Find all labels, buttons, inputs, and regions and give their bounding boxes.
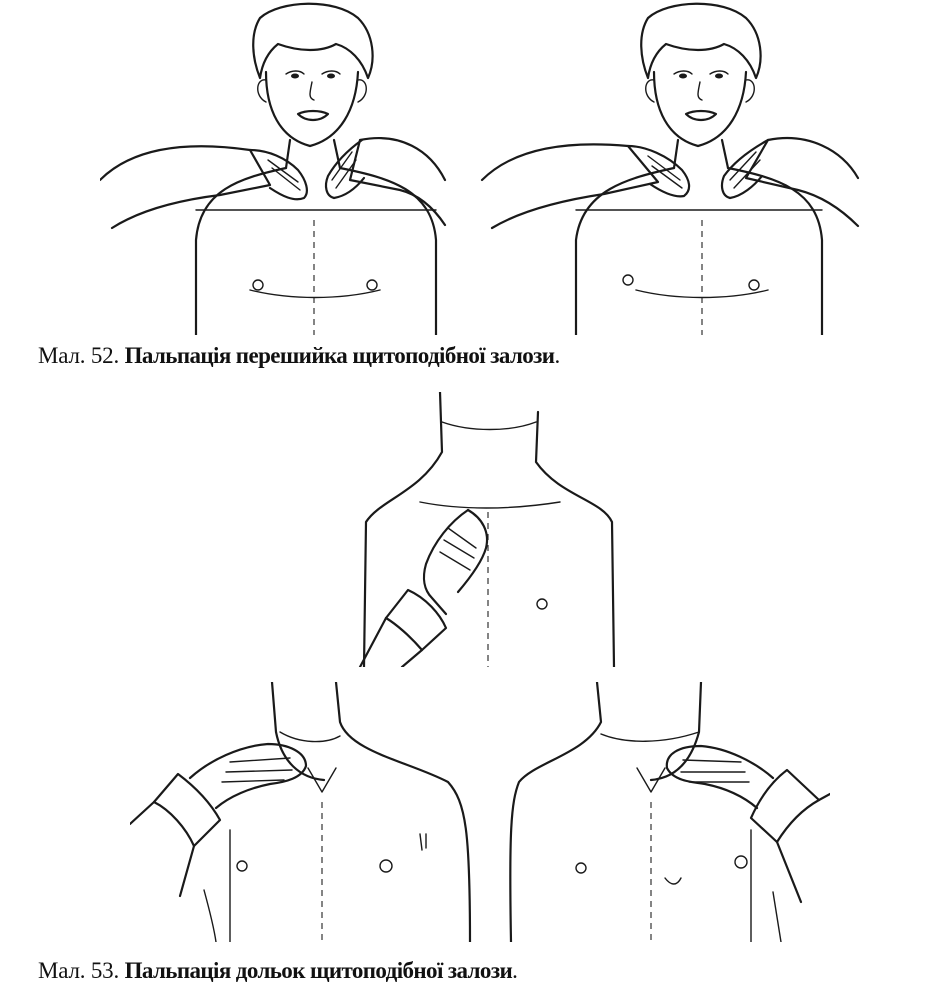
figure-53-right-drawing <box>505 682 830 942</box>
figure-52-end: . <box>554 343 561 368</box>
figure-53-top-drawing <box>350 392 625 667</box>
isthmus-palpation-right-illustration <box>478 0 863 335</box>
figure-53-caption <box>38 957 518 985</box>
figure-52-title: Пальпація перешийка щитоподібної залози <box>124 343 555 368</box>
lobe-palpation-center-illustration <box>350 392 625 667</box>
figure-52-label: Мал. 52. <box>38 343 119 368</box>
figure-52-left-drawing <box>100 0 450 335</box>
figure-52-caption <box>38 342 560 370</box>
figure-53-left-drawing <box>130 682 480 942</box>
lobe-palpation-left-illustration <box>130 682 480 942</box>
figure-53-end: . <box>512 958 518 983</box>
figure-53-title: Пальпація дольок щитоподібної залози <box>124 958 513 983</box>
lobe-palpation-right-illustration <box>505 682 830 942</box>
figure-53-label: Мал. 53. <box>38 958 119 983</box>
figure-52-right-drawing <box>478 0 863 335</box>
isthmus-palpation-left-illustration <box>100 0 450 335</box>
